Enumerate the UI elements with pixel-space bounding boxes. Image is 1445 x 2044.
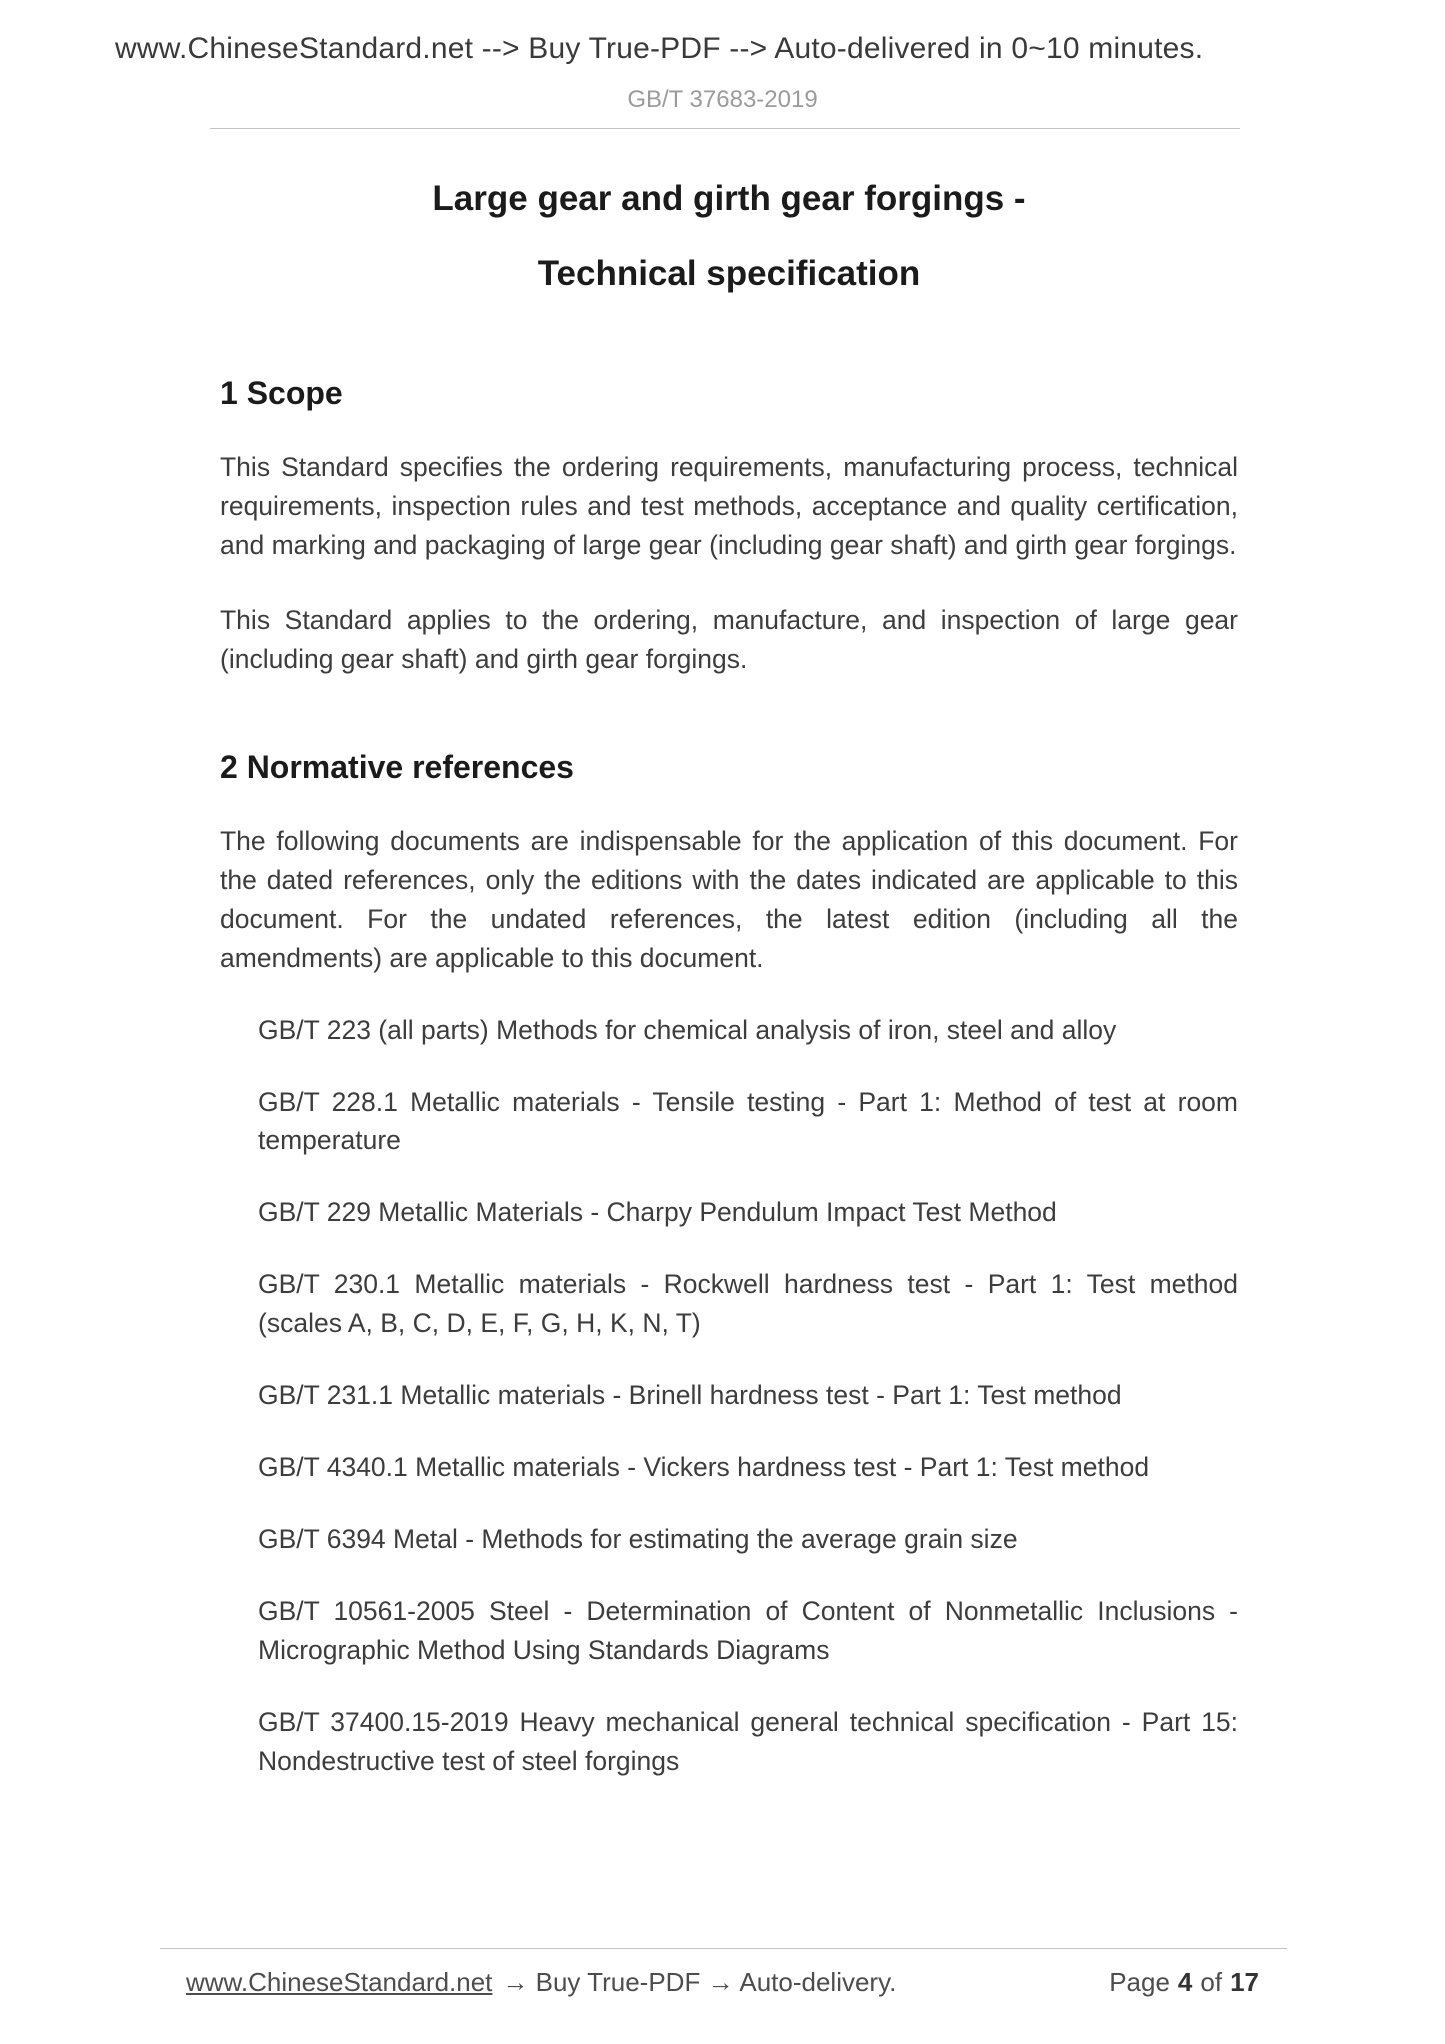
page-footer bbox=[160, 1948, 1287, 1998]
section-heading-scope: 1 Scope bbox=[220, 375, 343, 411]
reference-item: GB/T 37400.15-2019 Heavy mechanical general technical specification - Part 15: Nondestructive test of steel forgings bbox=[258, 1707, 1238, 1777]
reference-item: GB/T 231.1 Metallic materials - Brinell hardness test - Part 1: Test method bbox=[258, 1380, 1122, 1411]
page-total: 17 bbox=[1230, 1967, 1259, 1997]
page-indicator bbox=[1109, 1967, 1259, 1998]
reference-item: GB/T 6394 Metal - Methods for estimating the average grain size bbox=[258, 1524, 1018, 1555]
reference-item: GB/T 230.1 Metallic materials - Rockwell hardness test - Part 1: Test method (scales A, B, C, D, E, F, G, H, K, N, T) bbox=[258, 1269, 1238, 1339]
document-title bbox=[220, 181, 1238, 291]
standard-number: GB/T 37683-2019 bbox=[627, 86, 818, 113]
document-title-line1: Large gear and girth gear forgings - bbox=[432, 179, 1026, 218]
header-divider bbox=[210, 128, 1240, 129]
page-content bbox=[220, 181, 1238, 1781]
footer-branding bbox=[186, 1967, 896, 1998]
reference-item: GB/T 229 Metallic Materials - Charpy Pendulum Impact Test Method bbox=[258, 1197, 1057, 1228]
normative-intro-paragraph: The following documents are indispensable for the application of this document. For the dated references, only the editions with the dates indicated are applicable to this document. For the undated references, the latest edition (including all the amendments) are applicable to this document. bbox=[220, 825, 1238, 973]
footer-row bbox=[160, 1967, 1287, 1998]
footer-site-link[interactable]: www.ChineseStandard.net bbox=[186, 1967, 493, 1997]
footer-divider bbox=[160, 1948, 1287, 1949]
site-banner: www.ChineseStandard.net --> Buy True-PDF --> Auto-delivered in 0~10 minutes. bbox=[115, 32, 1204, 65]
page-label: Page bbox=[1109, 1967, 1170, 1997]
reference-item: GB/T 223 (all parts) Methods for chemical analysis of iron, steel and alloy bbox=[258, 1014, 1117, 1045]
reference-item: GB/T 4340.1 Metallic materials - Vickers hardness test - Part 1: Test method bbox=[258, 1452, 1150, 1483]
page-current: 4 bbox=[1177, 1967, 1193, 1997]
reference-item: GB/T 10561-2005 Steel - Determination of Content of Nonmetallic Inclusions - Micrographic Method Using Standards Diagrams bbox=[258, 1596, 1238, 1666]
document-title-line2: Technical specification bbox=[537, 254, 921, 293]
section-heading-normative-references: 2 Normative references bbox=[220, 748, 574, 785]
reference-item: GB/T 228.1 Metallic materials - Tensile testing - Part 1: Method of test at room temperature bbox=[258, 1086, 1238, 1156]
footer-tagline: → Buy True-PDF → Auto-delivery. bbox=[502, 1967, 897, 1997]
scope-paragraph-2: This Standard applies to the ordering, manufacture, and inspection of large gear (including gear shaft) and girth gear forgings. bbox=[220, 604, 1238, 674]
page-of-label: of bbox=[1200, 1967, 1223, 1997]
scope-paragraph-1: This Standard specifies the ordering requirements, manufacturing process, technical requirements, inspection rules and test methods, acceptance and quality certification, and marking and packaging of large gear (including gear shaft) and girth gear forgings. bbox=[220, 452, 1238, 560]
